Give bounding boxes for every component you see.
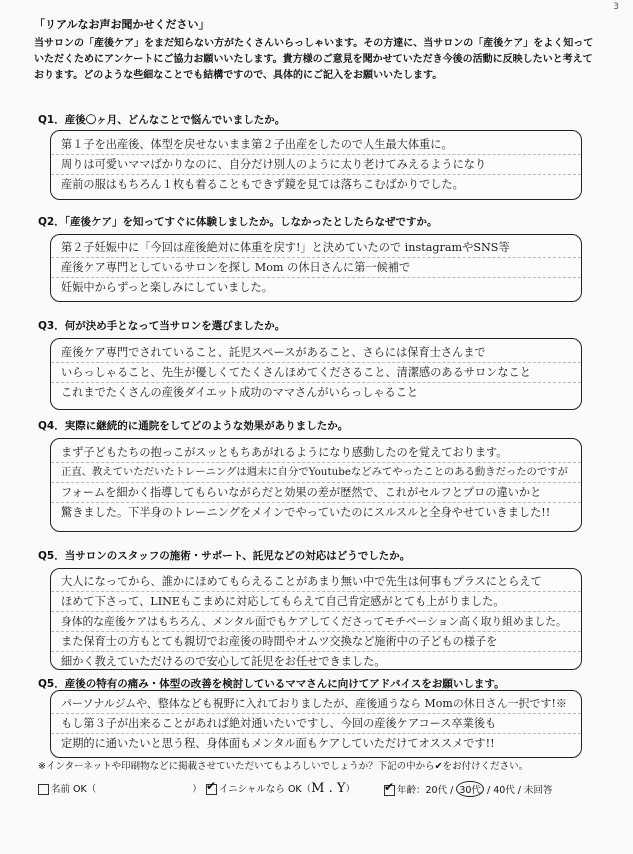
answer-line: パーソナルジムや、整体なども視野に入れておりましたが、産後通うなら Momの休日さん一択です!※ <box>51 694 581 714</box>
answer-box-6[interactable] <box>50 690 582 758</box>
question-2: Q2．「産後ケア」を知ってすぐに体験しましたか。しなかったとしたらなぜですか。 <box>38 216 438 228</box>
answer-line: また保育士の方もとても親切でお産後の時間やオムツ交換など施術中の子どもの様子を <box>51 632 581 652</box>
question-5: Q5．当サロンのスタッフの施術・サポート、託児などの対応はどうでしたか。 <box>38 550 411 562</box>
answer-line: 細かく教えていただけるので安心して託児をお任せできました。 <box>61 655 386 668</box>
answer-line: 産前の服はもちろん１枚も着ることもできず鏡を見ては落ちこむばかりでした。 <box>61 178 464 191</box>
checkbox-name-ok[interactable] <box>38 784 49 795</box>
question-3: Q3．何が決め手となって当サロンを選びましたか。 <box>38 320 286 332</box>
option-close: ） <box>192 784 202 795</box>
answer-line: 大人になってから、誰かにほめてもらえることがあまり無い中で先生は何事もプラスにとらえて <box>51 572 581 592</box>
page-title: 「リアルなお声お聞かせください」 <box>34 18 210 31</box>
answer-box-3[interactable] <box>50 338 582 410</box>
age-rest: / 40代 / 未回答 <box>486 785 553 796</box>
question-1: Q1．産後〇ヶ月、どんなことで悩んでいましたか。 <box>38 114 286 126</box>
answer-line: 妊娠中からずっと楽しみにしていました。 <box>61 281 273 294</box>
answer-line: フォームを細かく指導してもらいながらだと効果の差が歴然で、これがセルフとプロの違いかと <box>51 483 581 503</box>
answer-line: まず子どもたちの抱っこがスッともちあがれるようになり感動したのを覚えております。 <box>51 443 581 463</box>
answer-line: 第１子を出産後、体型を戻せないまま第２子出産をしたので人生最大体重に。 <box>51 135 581 155</box>
checkbox-initial-ok-checked[interactable] <box>206 784 217 795</box>
checkbox-age-checked[interactable] <box>384 785 395 796</box>
answer-line: 正直、教えていただいたトレーニングは週末に自分でYoutubeなどみてやったことのある動きだったのですが <box>51 463 581 483</box>
consent-note: ※インターネットや印刷物などに掲載させていただいてもよろしいでしょうか？下記の中から✔をお付けください。 <box>38 761 529 772</box>
initials-handwritten: M . Y <box>311 781 346 796</box>
question-4: Q4．実際に継続的に通院をしてどのような効果がありましたか。 <box>38 420 349 432</box>
question-6: Q5．産後の特有の痛み・体型の改善を検討しているママさんに向けてアドバイスをお願いします。 <box>38 678 505 690</box>
answer-line: 産後ケア専門としているサロンを探し Mom の休日さんに第一候補で <box>51 258 581 278</box>
answer-line: 驚きました。下半身のトレーニングをメインでやっていたのにスルスルと全身やせていきました!! <box>61 506 551 519</box>
answer-line: いらっしゃること、先生が優しくてたくさんほめてくださること、清潔感のあるサロンなこと <box>51 363 581 383</box>
option-label: イニシャルなら OK（ <box>219 784 312 795</box>
answer-line: 定期的に通いたいと思う程、身体面もメンタル面もケアしていただけてオススメです!! <box>61 737 495 750</box>
page-number: 3 <box>613 2 619 12</box>
answer-box-4[interactable] <box>50 438 582 532</box>
answer-box-1[interactable] <box>50 130 582 200</box>
intro-text: 当サロンの「産後ケア」をまだ知らない方がたくさんいらっしゃいます。その方達に、当サロンの「産後ケア」をよく知っていただくためにアンケートにご協力お願いいたします。貴方様のご意見を聞かせていただき今後の活動に反映したいと考えております。どのような些細なことでも結構ですので、具体的にご記入をお願いいたします。 <box>34 38 594 81</box>
option-age[interactable] <box>384 781 553 797</box>
answer-line: 周りは可愛いママばかりなのに、自分だけ別人のように太り老けてみえるようになり <box>51 155 581 175</box>
answer-line: もし第３子が出来ることがあれば絶対通いたいですし、今回の産後ケアコース卒業後も <box>51 714 581 734</box>
option-name-ok[interactable] <box>38 781 202 795</box>
answer-line: 第２子妊娠中に「今回は産後絶対に体重を戻す!」と決めていたので instagramやSNS等 <box>51 238 581 258</box>
option-initial-ok[interactable] <box>206 781 355 796</box>
answer-line: 産後ケア専門でされていること、託児スペースがあること、さらには保育士さんまで <box>51 343 581 363</box>
answer-line: ほめて下さって、LINEもこまめに対応してもらえて自己肯定感がとても上がりました。 <box>51 592 581 612</box>
answer-box-2[interactable] <box>50 234 582 302</box>
option-label: 名前 OK（ <box>51 784 97 795</box>
answer-box-5[interactable] <box>50 568 582 670</box>
option-close: ） <box>345 784 355 795</box>
age-label: 年齢：20代 / <box>397 785 454 796</box>
answer-line: これまでたくさんの産後ダイエット成功のママさんがいらっしゃること <box>61 386 419 399</box>
age-selected-circle[interactable]: 30代 <box>456 781 484 797</box>
answer-line: 身体的な産後ケアはもちろん、メンタル面でもケアしてくださってモチベーション高く取り組めました。 <box>51 612 581 632</box>
